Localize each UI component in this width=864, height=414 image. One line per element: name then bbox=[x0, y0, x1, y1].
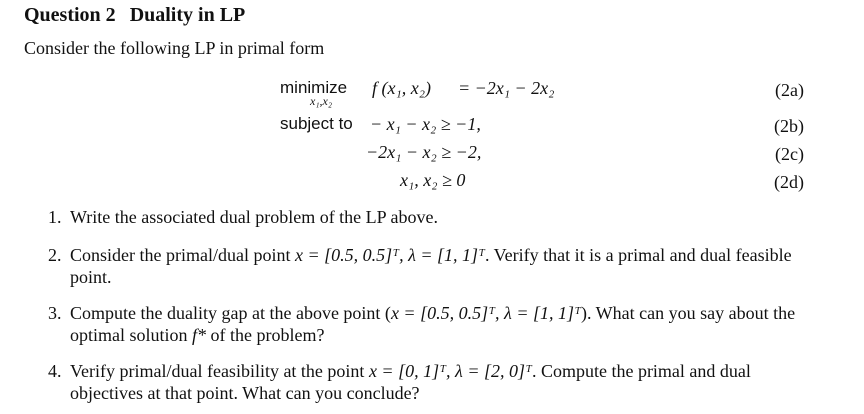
intro-text: Consider the following LP in primal form bbox=[24, 38, 325, 58]
item-text: Consider the primal/dual point x = [0.5, 0.5]ᵀ, λ = [1, 1]ᵀ. Verify that it is a primal and dual feasible point. bbox=[70, 245, 792, 287]
constraint-d: x₁, x₂ ≥ 0 bbox=[400, 170, 466, 190]
constraint-b: − x₁ − x₂ ≥ −1, bbox=[370, 114, 481, 134]
subject-to-keyword: subject to bbox=[280, 114, 353, 133]
minimize-keyword: minimize bbox=[280, 78, 348, 97]
constraint-c: −2x₁ − x₂ ≥ −2, bbox=[366, 142, 482, 162]
inline-math: x = [0.5, 0.5]ᵀ, λ = [1, 1]ᵀ bbox=[294, 245, 485, 265]
inline-math: x = [0, 1]ᵀ, λ = [2, 0]ᵀ bbox=[368, 361, 532, 381]
item-number: 3. bbox=[48, 303, 62, 323]
equation-number-2b: (2b) bbox=[774, 116, 804, 136]
item-text: Write the associated dual problem of the LP above. bbox=[70, 207, 438, 227]
list-item bbox=[48, 302, 808, 346]
item-number: 2. bbox=[48, 245, 62, 265]
question-number: Question 2 bbox=[24, 4, 116, 26]
item-text: Compute the duality gap at the above point (x = [0.5, 0.5]ᵀ, λ = [1, 1]ᵀ). What can you say about the optimal solution f* of the problem? bbox=[70, 303, 796, 345]
equation-number-2c: (2c) bbox=[775, 144, 804, 164]
equation-number-2d: (2d) bbox=[774, 172, 804, 192]
minimize-variables: x₁,x₂ bbox=[310, 94, 332, 108]
list-item bbox=[48, 360, 808, 404]
equation-number-2a: (2a) bbox=[775, 80, 804, 100]
objective-rhs: = −2x₁ − 2x₂ bbox=[458, 78, 555, 98]
objective-lhs: f (x₁, x₂) bbox=[372, 78, 431, 98]
question-heading bbox=[24, 4, 245, 27]
item-number: 1. bbox=[48, 207, 62, 227]
inline-math: f* bbox=[192, 325, 207, 345]
item-number: 4. bbox=[48, 361, 62, 381]
item-text: Verify primal/dual feasibility at the point x = [0, 1]ᵀ, λ = [2, 0]ᵀ. Compute the primal and dual objectives at that point. What can you conclude? bbox=[70, 361, 751, 403]
inline-math: x = [0.5, 0.5]ᵀ, λ = [1, 1]ᵀ bbox=[390, 303, 581, 323]
list-item bbox=[48, 244, 808, 288]
list-item bbox=[48, 206, 808, 228]
question-title: Duality in LP bbox=[129, 4, 246, 26]
